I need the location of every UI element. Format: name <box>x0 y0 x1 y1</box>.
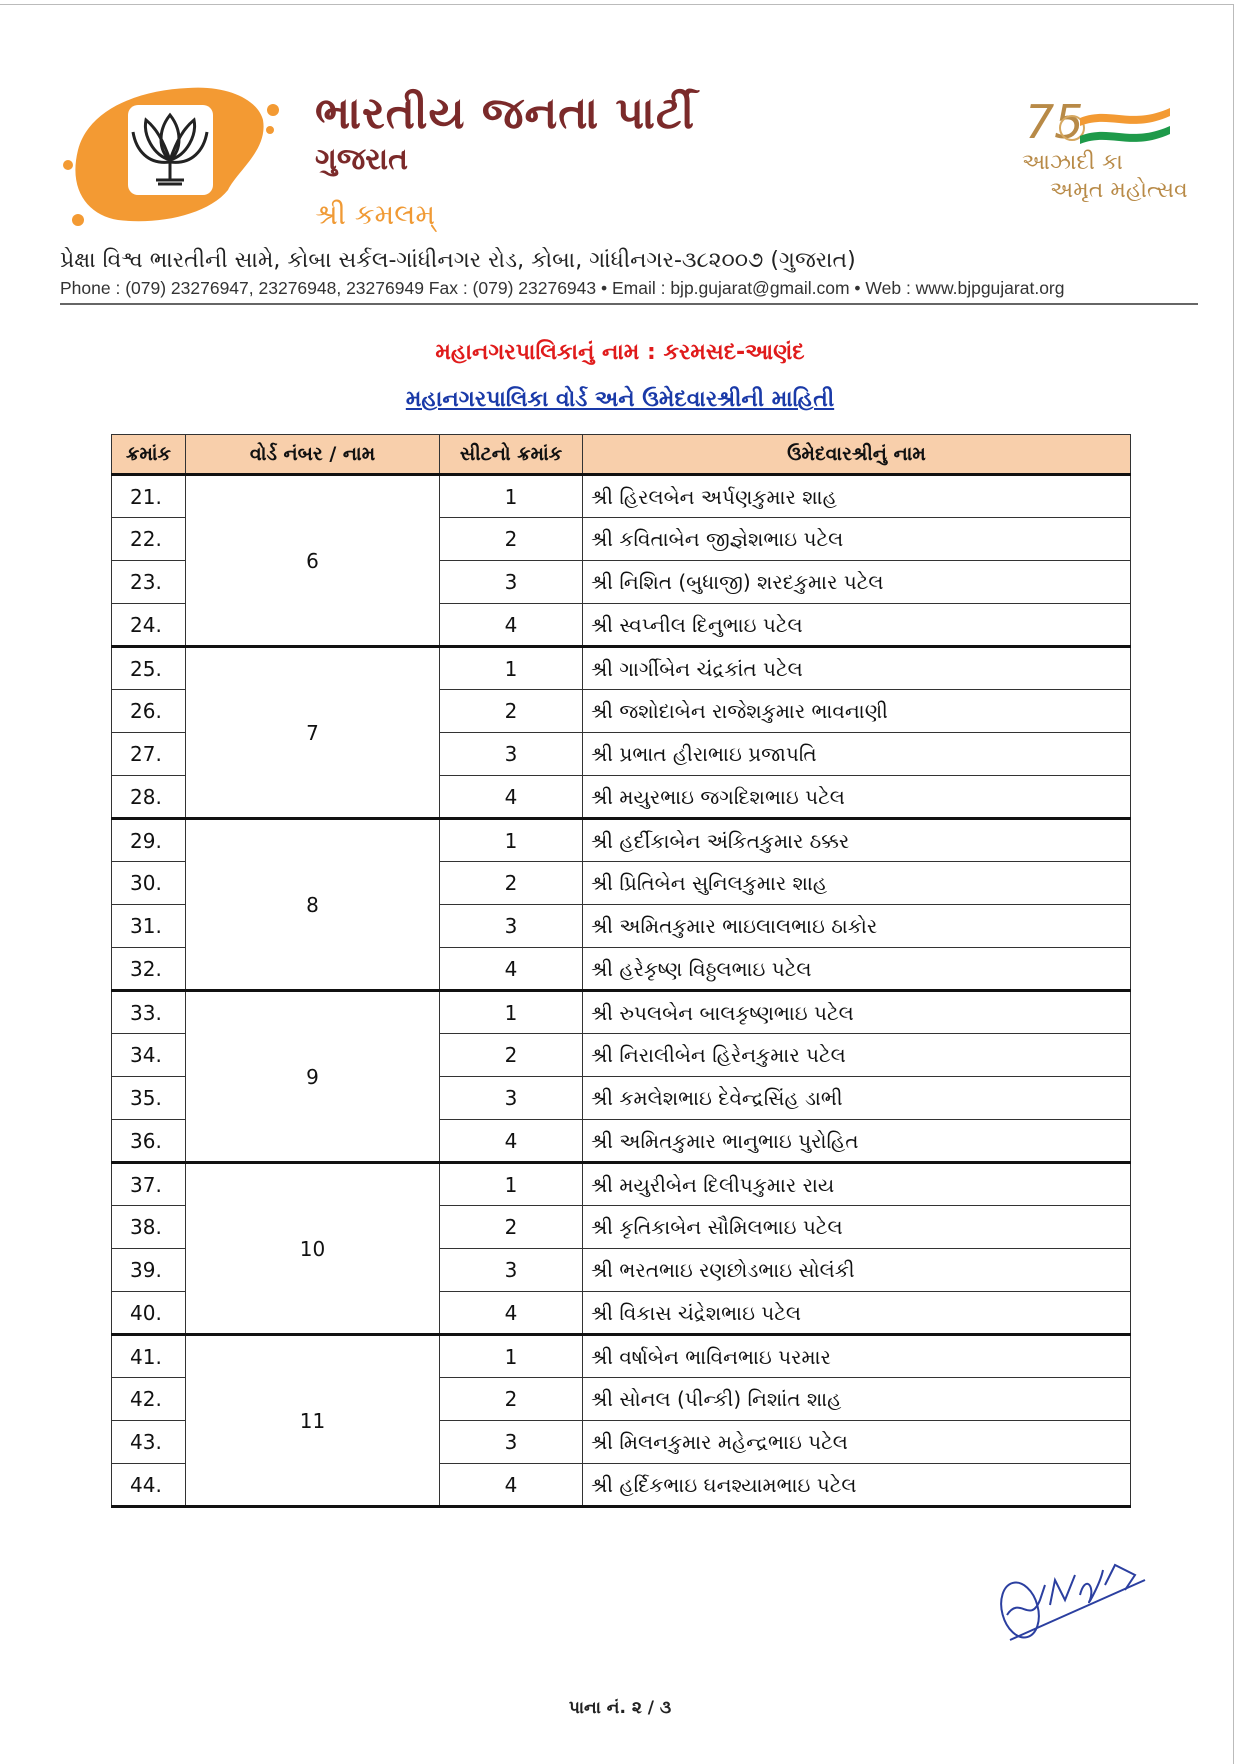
candidate-name-cell: શ્રી અમિતકુમાર ભાઇલાલભાઇ ઠાકોર <box>583 905 1131 948</box>
ward-cell: 9 <box>186 991 440 1163</box>
candidate-name-cell: શ્રી મયુરીબેન દિલીપકુમાર રાય <box>583 1163 1131 1206</box>
candidate-name-cell: શ્રી કમલેશભાઇ દેવેન્દ્રસિંહ ડાભી <box>583 1077 1131 1120</box>
ward-cell: 10 <box>186 1163 440 1335</box>
seat-cell: 1 <box>440 647 583 690</box>
candidate-name-cell: શ્રી હરેકૃષ્ણ વિઠ્ઠલભાઇ પટેલ <box>583 948 1131 991</box>
table-header-row <box>112 435 1131 475</box>
serial-cell: 32. <box>112 948 186 991</box>
seat-cell: 3 <box>440 905 583 948</box>
seat-cell: 2 <box>440 1034 583 1077</box>
serial-cell: 26. <box>112 690 186 733</box>
serial-cell: 30. <box>112 862 186 905</box>
table-row <box>112 647 1131 690</box>
header-serial: ક્રમાંક <box>112 435 186 475</box>
seat-cell: 1 <box>440 991 583 1034</box>
amrit-mahotsav-text: અમૃત મહોત્સવ <box>1050 178 1188 203</box>
candidate-name-cell: શ્રી કૃતિકાબેન સૌમિલભાઇ પટેલ <box>583 1206 1131 1249</box>
candidate-name-cell: શ્રી હર્દીકાબેન અંકિતકુમાર ઠક્કર <box>583 819 1131 862</box>
candidate-name-cell: શ્રી પ્રિતિબેન સુનિલકુમાર શાહ <box>583 862 1131 905</box>
azadi-text: આઝાદી કા <box>1022 150 1123 175</box>
candidate-name-cell: શ્રી મિલનકુમાર મહેન્દ્રભાઇ પટેલ <box>583 1421 1131 1464</box>
serial-cell: 33. <box>112 991 186 1034</box>
header-seat: સીટનો ક્રમાંક <box>440 435 583 475</box>
bjp-lotus-logo-icon <box>58 80 288 230</box>
ward-cell: 6 <box>186 475 440 647</box>
candidate-name-cell: શ્રી હિરલબેન અર્પણકુમાર શાહ <box>583 475 1131 518</box>
candidate-name-cell: શ્રી કવિતાબેન જીજ્ઞેશભાઇ પટેલ <box>583 518 1131 561</box>
serial-cell: 44. <box>112 1464 186 1507</box>
seat-cell: 2 <box>440 862 583 905</box>
seat-cell: 2 <box>440 690 583 733</box>
serial-cell: 24. <box>112 604 186 647</box>
serial-cell: 43. <box>112 1421 186 1464</box>
seat-cell: 4 <box>440 604 583 647</box>
serial-cell: 27. <box>112 733 186 776</box>
seat-cell: 3 <box>440 1077 583 1120</box>
svg-text:75: 75 <box>1025 96 1084 149</box>
seat-cell: 4 <box>440 776 583 819</box>
seat-cell: 2 <box>440 1206 583 1249</box>
seat-cell: 2 <box>440 1378 583 1421</box>
candidate-name-cell: શ્રી રુપલબેન બાલકૃષ્ણભાઇ પટેલ <box>583 991 1131 1034</box>
ward-cell: 11 <box>186 1335 440 1507</box>
serial-cell: 31. <box>112 905 186 948</box>
serial-cell: 29. <box>112 819 186 862</box>
candidate-name-cell: શ્રી વર્ષાબેન ભાવિનભાઇ પરમાર <box>583 1335 1131 1378</box>
candidate-name-cell: શ્રી ભરતભાઇ રણછોડભાઇ સોલંકી <box>583 1249 1131 1292</box>
candidate-name-cell: શ્રી મયુરભાઇ જગદિશભાઇ પટેલ <box>583 776 1131 819</box>
serial-cell: 25. <box>112 647 186 690</box>
ward-cell: 8 <box>186 819 440 991</box>
page-number: પાના નં. ૨ / ૩ <box>568 1698 672 1718</box>
header-candidate-name: ઉમેદવારશ્રીનું નામ <box>583 435 1131 475</box>
seat-cell: 4 <box>440 1120 583 1163</box>
table-body <box>112 475 1131 1507</box>
candidate-name-cell: શ્રી સ્વપ્નીલ દિનુભાઇ પટેલ <box>583 604 1131 647</box>
seat-cell: 3 <box>440 1249 583 1292</box>
candidate-name-cell: શ્રી હર્દિકભાઇ ઘનશ્યામભાઇ પટેલ <box>583 1464 1131 1507</box>
candidate-name-cell: શ્રી નિશિત (બુધાજી) શરદકુમાર પટેલ <box>583 561 1131 604</box>
table-row <box>112 475 1131 518</box>
serial-cell: 36. <box>112 1120 186 1163</box>
ward-cell: 7 <box>186 647 440 819</box>
serial-cell: 35. <box>112 1077 186 1120</box>
seat-cell: 4 <box>440 1464 583 1507</box>
serial-cell: 42. <box>112 1378 186 1421</box>
office-name: શ્રી કમલમ્ <box>315 198 436 231</box>
contact-info: Phone : (079) 23276947, 23276948, 23276949 Fax : (079) 23276943 • Email : bjp.gujarat@gmail.com • Web : www.bjpgujarat.org <box>60 278 1065 298</box>
document-title: મહાનગરપાલિકાનું નામ : કરમસદ-આણંદ <box>435 340 805 365</box>
candidate-name-cell: શ્રી અમિતકુમાર ભાનુભાઇ પુરોહિત <box>583 1120 1131 1163</box>
serial-cell: 41. <box>112 1335 186 1378</box>
org-state: ગુજરાત <box>315 142 409 177</box>
candidate-name-cell: શ્રી સોનલ (પીન્કી) નિશાંત શાહ <box>583 1378 1131 1421</box>
header-ward: વોર્ડ નંબર / નામ <box>186 435 440 475</box>
serial-cell: 39. <box>112 1249 186 1292</box>
serial-cell: 28. <box>112 776 186 819</box>
seat-cell: 3 <box>440 1421 583 1464</box>
serial-cell: 22. <box>112 518 186 561</box>
document-subtitle <box>0 387 1240 412</box>
serial-cell: 21. <box>112 475 186 518</box>
serial-cell: 37. <box>112 1163 186 1206</box>
serial-cell: 23. <box>112 561 186 604</box>
seat-cell: 4 <box>440 1292 583 1335</box>
document-subtitle-text: મહાનગરપાલિકા વોર્ડ અને ઉમેદવારશ્રીની માહિતી <box>405 387 835 412</box>
candidate-table <box>111 434 1131 1508</box>
seat-cell: 2 <box>440 518 583 561</box>
serial-cell: 40. <box>112 1292 186 1335</box>
signature-icon <box>985 1555 1155 1645</box>
seat-cell: 1 <box>440 1335 583 1378</box>
candidate-name-cell: શ્રી નિરાલીબેન હિરેનકુમાર પટેલ <box>583 1034 1131 1077</box>
org-title: ભારતીય જનતા પાર્ટી <box>315 88 696 139</box>
seat-cell: 4 <box>440 948 583 991</box>
office-address: પ્રેક્ષા વિશ્વ ભારતીની સામે, કોબા સર્કલ-ગાંધીનગર રોડ, કોબા, ગાંધીનગર-૩૮૨૦૦૭ (ગુજરાત) <box>60 248 856 273</box>
header-divider <box>60 303 1198 305</box>
table-row <box>112 991 1131 1034</box>
seat-cell: 1 <box>440 1163 583 1206</box>
table-row <box>112 819 1131 862</box>
seat-cell: 1 <box>440 475 583 518</box>
candidate-name-cell: શ્રી ગાર્ગીબેન ચંદ્રકાંત પટેલ <box>583 647 1131 690</box>
seat-cell: 3 <box>440 733 583 776</box>
table-row <box>112 1335 1131 1378</box>
seat-cell: 1 <box>440 819 583 862</box>
candidate-name-cell: શ્રી પ્રભાત હીરાભાઇ પ્રજાપતિ <box>583 733 1131 776</box>
candidate-name-cell: શ્રી વિકાસ ચંદ્રેશભાઇ પટેલ <box>583 1292 1131 1335</box>
seat-cell: 3 <box>440 561 583 604</box>
table-row <box>112 1163 1131 1206</box>
candidate-name-cell: શ્રી જશોદાબેન રાજેશકુમાર ભાવનાણી <box>583 690 1131 733</box>
serial-cell: 34. <box>112 1034 186 1077</box>
serial-cell: 38. <box>112 1206 186 1249</box>
